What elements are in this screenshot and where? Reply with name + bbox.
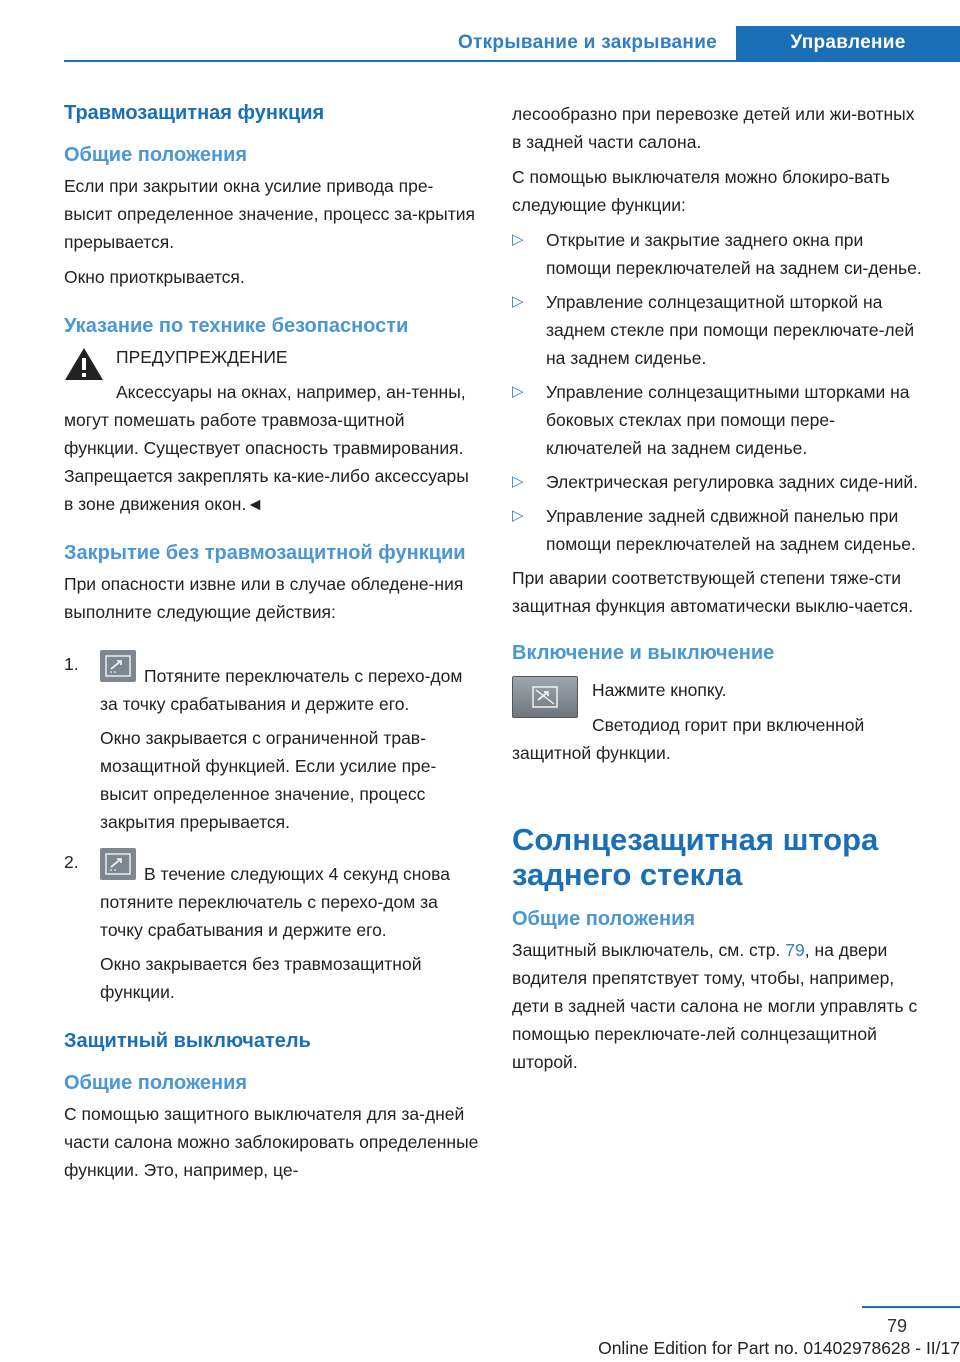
subheading-safety: Указание по технике безопасности bbox=[64, 315, 409, 337]
step-number: 1. bbox=[64, 654, 79, 674]
list-item bbox=[64, 650, 479, 836]
paragraph bbox=[512, 936, 927, 1076]
bullet-triangle-icon: ▷ bbox=[512, 231, 524, 248]
warning-icon bbox=[64, 347, 104, 381]
step-text: Потяните переключатель с перехо-дом за точку срабатывания и держите его. bbox=[100, 666, 463, 714]
header-chapter-tab: Управление bbox=[736, 26, 960, 62]
warning-title: ПРЕДУПРЕЖДЕНИЕ bbox=[116, 347, 288, 367]
text: Защитный выключатель, см. стр. bbox=[512, 940, 786, 960]
list-item bbox=[512, 378, 927, 462]
bullet-triangle-icon: ▷ bbox=[512, 473, 524, 490]
paragraph: С помощью выключателя можно блокиро-вать следующие функции: bbox=[512, 167, 890, 215]
list-item bbox=[512, 502, 927, 558]
steps-list bbox=[64, 650, 479, 1006]
warning-block bbox=[64, 343, 479, 540]
heading-sunshade: Солнцезащитная штора заднего стекла bbox=[512, 822, 879, 892]
bullet-triangle-icon: ▷ bbox=[512, 383, 524, 400]
child-lock-button-icon bbox=[512, 676, 578, 718]
list-item bbox=[64, 848, 479, 1006]
list-item bbox=[512, 468, 927, 496]
footer-rule bbox=[862, 1306, 960, 1308]
paragraph: Окно приоткрывается. bbox=[64, 267, 245, 287]
bullet-text: Управление солнцезащитными шторками на боковых стеклах при помощи пере-ключателей на заднем сиденье. bbox=[546, 382, 910, 458]
subheading-general: Общие положения bbox=[64, 144, 248, 166]
paragraph: С помощью защитного выключателя для за-дней части салона можно заблокировать определенные функции. Это, например, це- bbox=[64, 1104, 479, 1180]
text: , на двери водителя препятствует тому, чтобы, например, дети в задней части салона не могли управлять с помощью переключате-лей солнцезащитной шторой. bbox=[512, 940, 918, 1072]
step-note: Окно закрывается без травмозащитной функции. bbox=[100, 954, 422, 1002]
subheading-general: Общие положения bbox=[512, 908, 696, 930]
bullet-list bbox=[512, 226, 927, 558]
heading-safety-switch: Защитный выключатель bbox=[64, 1030, 311, 1052]
subheading-on-off: Включение и выключение bbox=[512, 642, 775, 664]
bullet-text: Электрическая регулировка задних сиде-ний. bbox=[546, 472, 919, 492]
list-item bbox=[512, 226, 927, 282]
edition-text: Online Edition for Part no. 01402978628 - II/17 bbox=[598, 1338, 960, 1358]
warning-text: Аксессуары на окнах, например, ан-тенны, могут помешать работе травмоза-щитной функции. Существует опасность травмирования. Запрещается закреплять ка-кие-либо аксессуары в зоне движения окон.◄ bbox=[64, 382, 469, 514]
paragraph: лесообразно при перевозке детей или жи-вотных в задней части салона. bbox=[512, 104, 915, 152]
left-column bbox=[64, 100, 479, 1191]
button-block bbox=[512, 676, 927, 774]
bullet-text: Управление задней сдвижной панелью при помощи переключателей на заднем сиденье. bbox=[546, 506, 916, 554]
step-note: Окно закрывается с ограниченной трав-мозащитной функцией. Если усилие пре-высит определенное значение, процесс закрытия прерывается. bbox=[100, 728, 437, 832]
paragraph: При опасности извне или в случае обледене-ния выполните следующие действия: bbox=[64, 574, 464, 622]
paragraph: Если при закрытии окна усилие привода пре-высит определенное значение, процесс за-крытия прерывается. bbox=[64, 176, 475, 252]
step-text: В течение следующих 4 секунд снова потяните переключатель с перехо-дом за точку срабатывания и держите его. bbox=[100, 864, 450, 940]
header-section-title: Открывание и закрывание bbox=[457, 32, 718, 53]
subheading-general: Общие положения bbox=[64, 1072, 248, 1094]
window-switch-icon bbox=[100, 848, 136, 880]
paragraph: Нажмите кнопку. bbox=[592, 680, 727, 700]
paragraph: При аварии соответствующей степени тяже-сти защитная функция автоматически выклю-чается. bbox=[512, 568, 914, 616]
step-number: 2. bbox=[64, 852, 79, 872]
page-link[interactable]: 79 bbox=[785, 940, 805, 960]
right-column bbox=[512, 100, 927, 1083]
list-item bbox=[512, 288, 927, 372]
bullet-triangle-icon: ▷ bbox=[512, 293, 524, 310]
heading-pinch-protection: Травмозащитная функция bbox=[64, 102, 325, 124]
page-number: 79 bbox=[886, 1316, 908, 1336]
bullet-text: Открытие и закрытие заднего окна при помощи переключателей на заднем си-денье. bbox=[546, 230, 922, 278]
window-switch-icon bbox=[100, 650, 136, 682]
subheading-close-without: Закрытие без травмозащитной функции bbox=[64, 542, 466, 564]
paragraph: Светодиод горит при включенной защитной функции. bbox=[512, 715, 865, 763]
bullet-text: Управление солнцезащитной шторкой на заднем стекле при помощи переключате-лей на заднем сиденье. bbox=[546, 292, 915, 368]
bullet-triangle-icon: ▷ bbox=[512, 507, 524, 524]
